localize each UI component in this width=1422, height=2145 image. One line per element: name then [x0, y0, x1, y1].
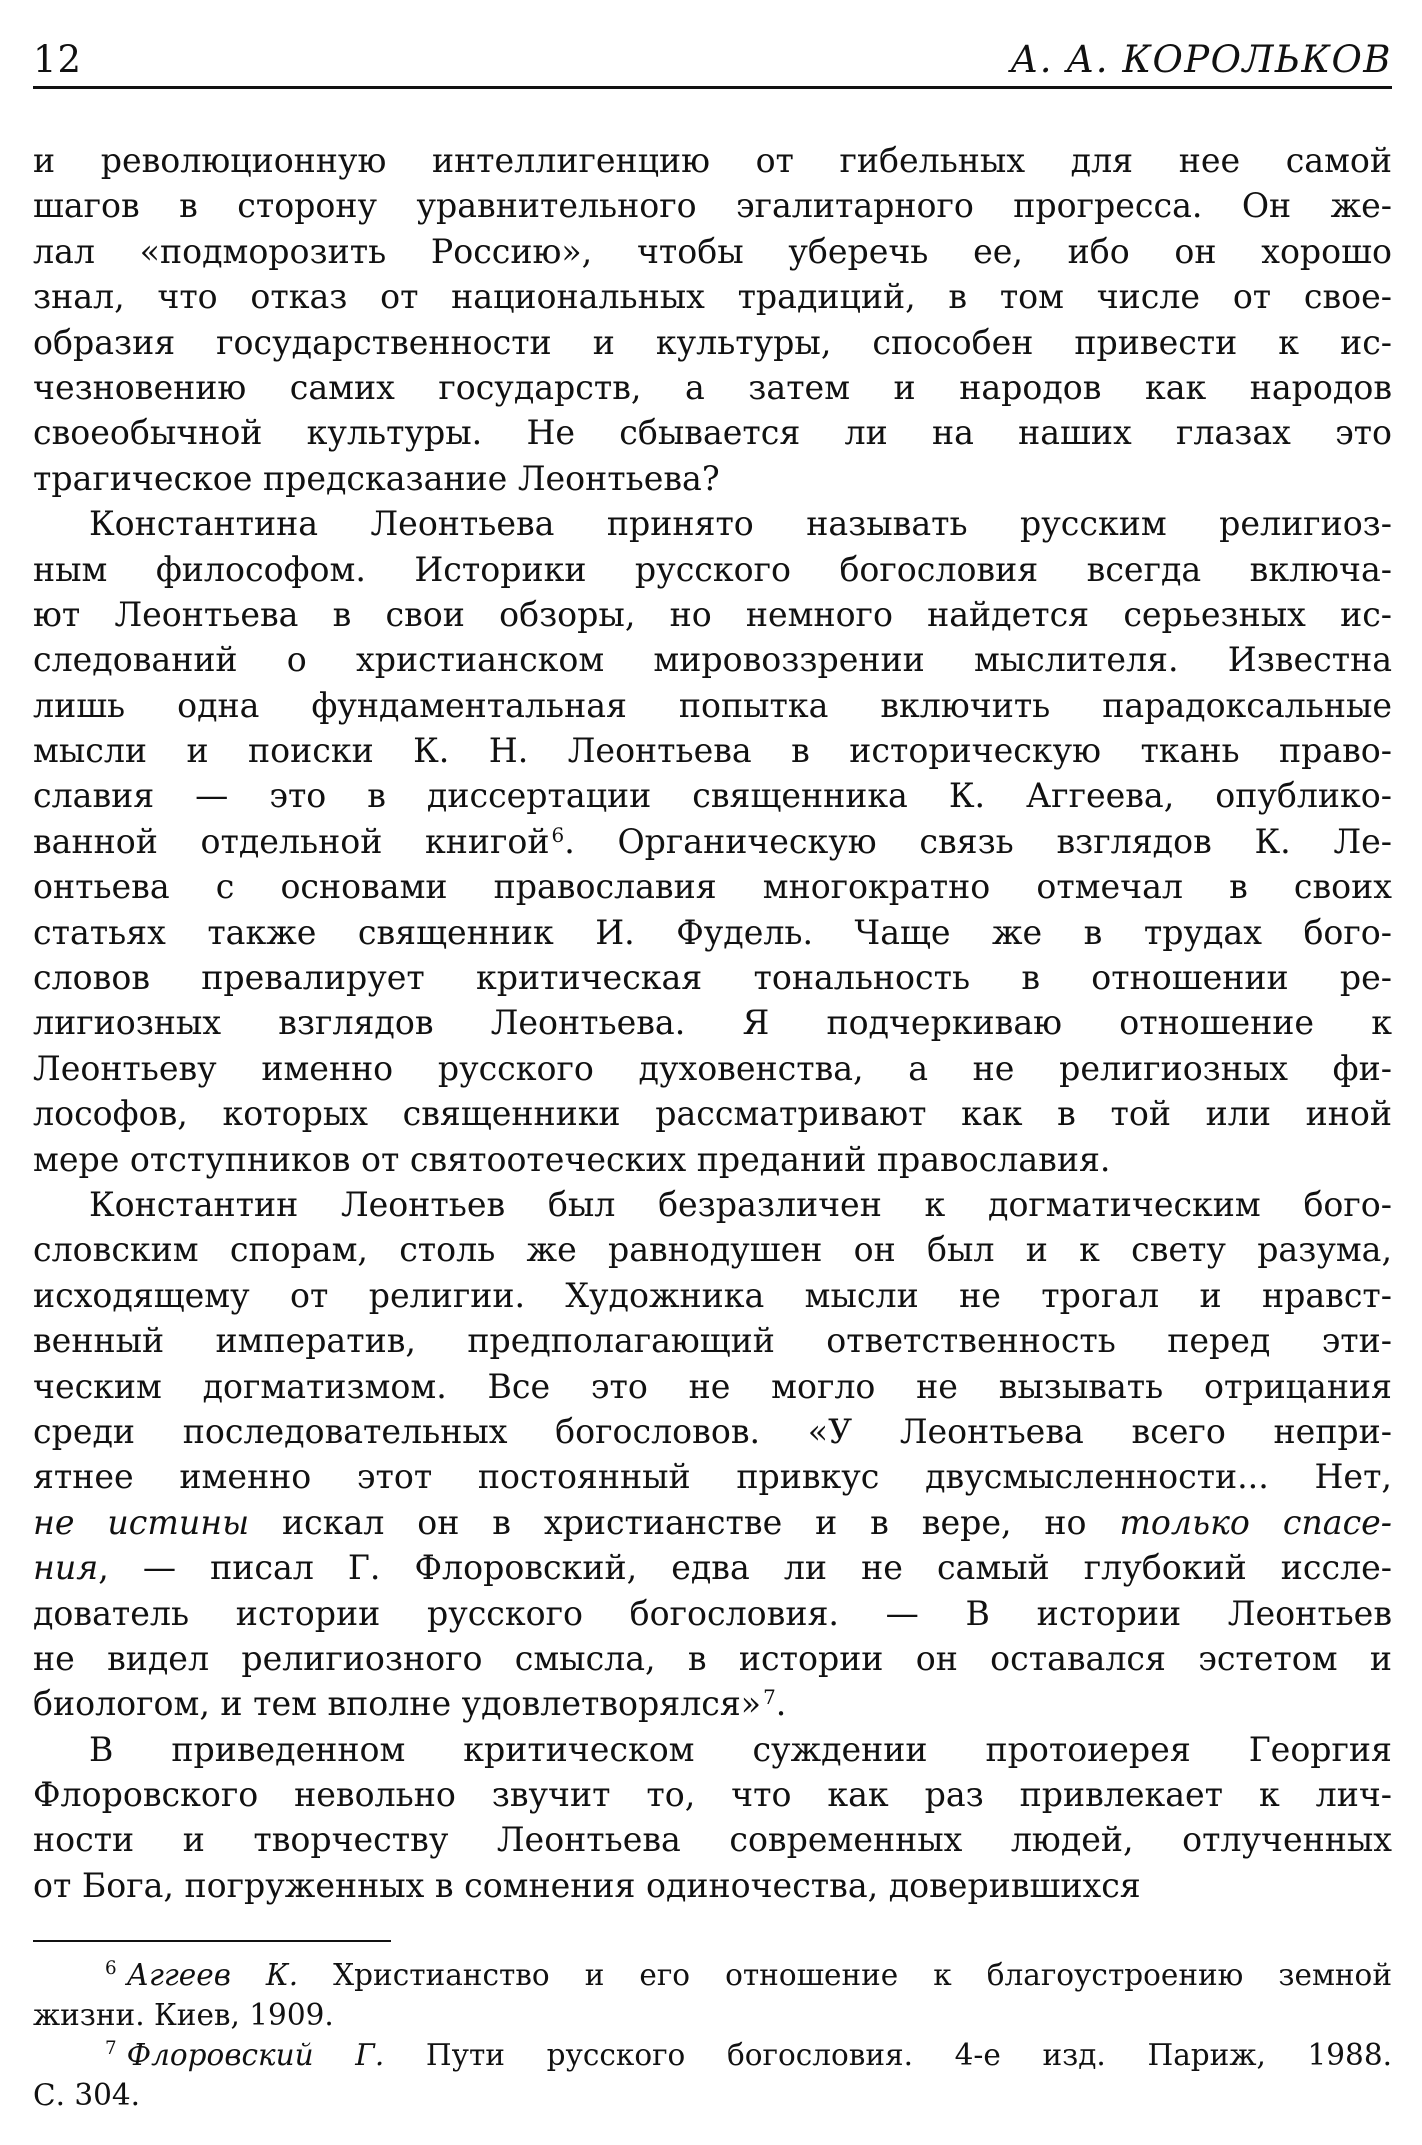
text-line: В приведенном критическом суждении протоиерея Георгия — [89, 1729, 1392, 1769]
text-line: знал, что отказ от национальных традиций, в том числе от свое- — [33, 277, 1392, 317]
text-line: Константин Леонтьев был безразличен к догматическим бого- — [89, 1184, 1392, 1224]
running-head-author: А. А. КОРОЛЬКОВ — [1010, 38, 1392, 81]
page-number: 12 — [33, 38, 83, 81]
text-line: следований о христианском мировоззрении мыслителя. Известна — [33, 640, 1392, 680]
footnote-7-line-1 — [33, 2035, 1392, 2075]
footnote-ref: 6 — [551, 823, 565, 847]
text-line: трагическое предсказание Леонтьева? — [33, 458, 720, 498]
text-line: венный императив, предполагающий ответственность перед эти- — [33, 1321, 1392, 1361]
text-line: словов превалирует критическая тональность в отношении ре- — [33, 958, 1392, 998]
text-line: образия государственности и культуры, способен привести к ис- — [33, 322, 1392, 362]
text-line: шагов в сторону уравнительного эгалитарного прогресса. Он же- — [33, 186, 1392, 226]
footnote-6-line-1 — [33, 1955, 1392, 1995]
text-line: лишь одна фундаментальная попытка включить парадоксальные — [33, 685, 1392, 725]
footnote-rule — [33, 1940, 391, 1942]
text-line: ванной отдельной книгой $^6$. Органическую связь взглядов К. Ле- — [33, 821, 1392, 861]
text-line: ности и творчеству Леонтьева современных людей, отлученных — [33, 1820, 1392, 1860]
text-line: лософов, которых священники рассматривают как в той или иной — [33, 1094, 1392, 1134]
header-rule — [33, 86, 1392, 89]
text-line: онтьева с основами православия многократно отмечал в своих — [33, 867, 1392, 907]
text-line: словским спорам, столь же равнодушен он был и к свету разума, — [33, 1230, 1392, 1270]
text-line: чезновению самих государств, а затем и народов как народов — [33, 367, 1392, 407]
text-line: статьях также священник И. Фудель. Чаще же в трудах бого- — [33, 912, 1392, 952]
text-line: не истины искал он в христианстве и в вере, но только спасе- — [33, 1502, 1393, 1542]
text-line: от Бога, погруженных в сомнения одиночества, доверившихся — [33, 1865, 1141, 1905]
footnote-ref: 7 — [763, 1686, 776, 1710]
text-line: ятнее именно этот постоянный привкус двусмысленности... Нет, — [33, 1457, 1392, 1497]
footnote-6-line-2: жизни. Киев, 1909. — [33, 1998, 334, 2032]
text-line: среди последовательных богословов. «У Леонтьева всего непри- — [33, 1411, 1392, 1451]
body-text — [33, 138, 1392, 1908]
footnote-7-mark: 7 — [105, 2038, 117, 2060]
text-line: не видел религиозного смысла, в истории он оставался эстетом и — [33, 1638, 1392, 1678]
text-line: и революционную интеллигенцию от гибельных для нее самой — [33, 141, 1392, 180]
text-line: исходящему от религии. Художника мысли не трогал и нравст- — [33, 1275, 1392, 1315]
text-line: лал «подморозить Россию», чтобы уберечь ее, ибо он хорошо — [33, 231, 1392, 271]
text-line: ния, — писал Г. Флоровский, едва ли не самый глубокий иссле- — [33, 1548, 1392, 1588]
text-line: Леонтьеву именно русского духовенства, а не религиозных фи- — [33, 1048, 1392, 1088]
text-line: Константина Леонтьева принято называть русским религиоз- — [89, 504, 1392, 544]
text-line: славия — это в диссертации священника К. Аггеева, опублико- — [33, 776, 1392, 816]
text-line: своеобычной культуры. Не сбывается ли на наших глазах это — [33, 413, 1392, 453]
text-line: ют Леонтьева в свои обзоры, но немного найдется серьезных ис- — [33, 594, 1392, 634]
text-line: ческим догматизмом. Все это не могло не вызывать отрицания — [33, 1366, 1392, 1406]
text-line: дователь истории русского богословия. — В истории Леонтьев — [33, 1593, 1392, 1633]
footnote-7-title: Пути русского богословия. 4-е изд. Париж, 1988. — [384, 2038, 1392, 2072]
text-line: Флоровского невольно звучит то, что как раз привлекает к лич- — [33, 1775, 1392, 1815]
text-line: лигиозных взглядов Леонтьева. Я подчеркиваю отношение к — [33, 1003, 1392, 1043]
text-line: ным философом. Историки русского богословия всегда включа- — [33, 549, 1392, 589]
text-line: мысли и поиски К. Н. Леонтьева в историческую ткань право- — [33, 731, 1392, 771]
page-header — [33, 30, 1392, 90]
footnote-7-line-2: С. 304. — [33, 2078, 141, 2112]
footnote-6-title: Христианство и его отношение к благоустроению земной — [298, 1958, 1392, 1992]
text-line: мере отступников от святоотеческих преданий православия. — [33, 1139, 1111, 1179]
footnote-6-author: Аггеев К. — [126, 1958, 299, 1992]
footnote-7-author: Флоровский Г. — [126, 2038, 385, 2072]
footnote-6-mark: 6 — [105, 1958, 117, 1980]
text-line: биологом, и тем вполне удовлетворялся» $^7$. — [33, 1684, 787, 1724]
footnotes — [33, 1955, 1392, 2115]
